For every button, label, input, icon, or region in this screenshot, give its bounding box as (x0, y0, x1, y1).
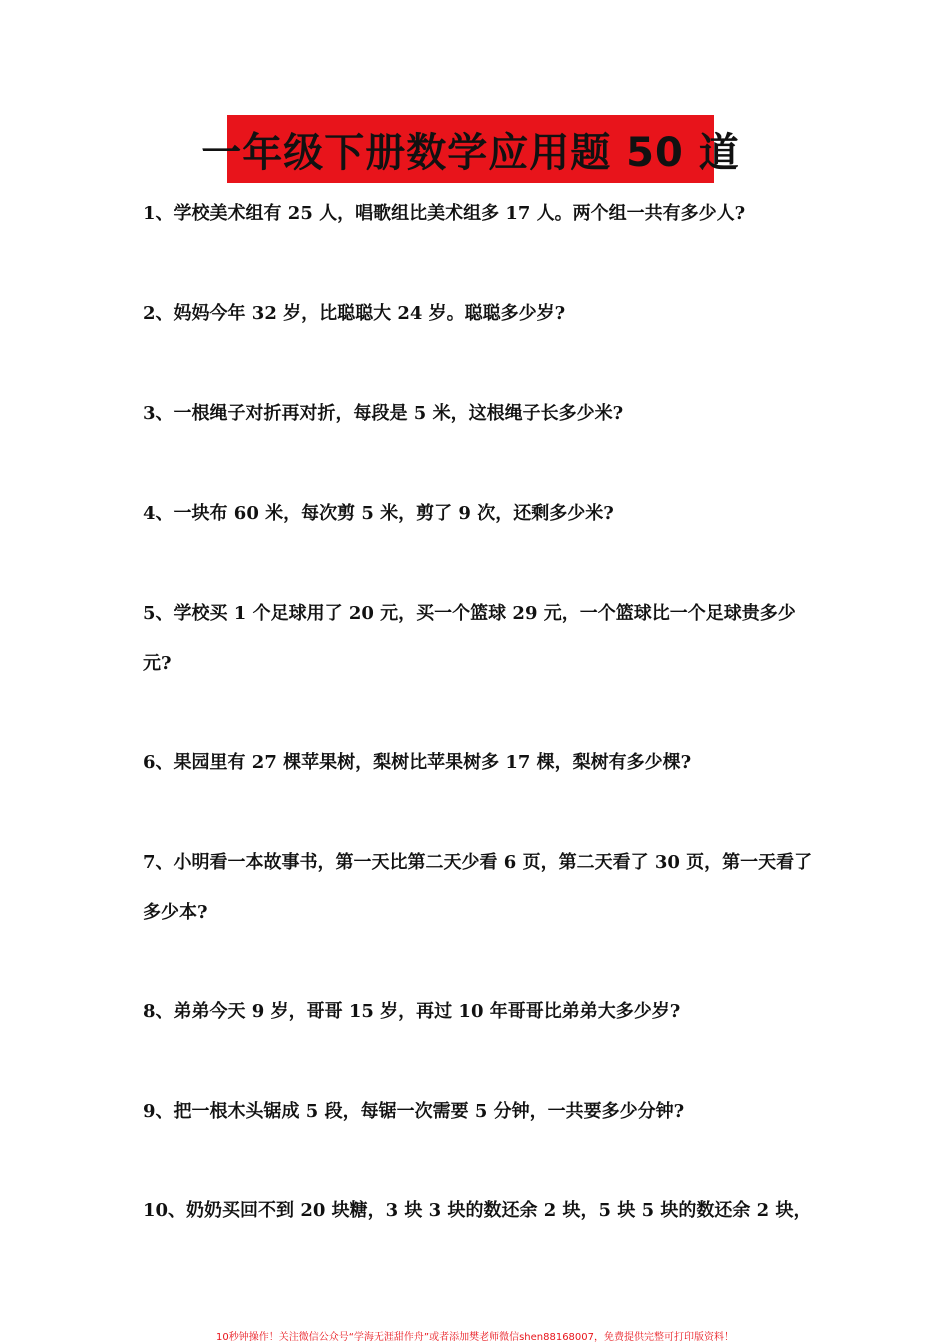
footer-notice: 10秒钟操作！关注微信公众号“学海无涯甜作舟”或者添加樊老师微信shen88168007，免费提供完整可打印版资料！ (215, 1332, 735, 1343)
question-6: 6、果园里有 27 棵苹果树，梨树比苹果树多 17 棵，梨树有多少棵? (143, 752, 692, 773)
question-9: 9、把一根木头锯成 5 段，每锯一次需要 5 分钟，一共要多少分钟? (143, 1101, 685, 1122)
page-title: 一年级下册数学应用题 50 道 (201, 129, 740, 176)
question-1: 1、学校美术组有 25 人，唱歌组比美术组多 17 人。两个组一共有多少人? (143, 203, 746, 224)
question-10: 10、奶奶买回不到 20 块糖，3 块 3 块的数还余 2 块，5 块 5 块的数还余 2 块， (143, 1200, 812, 1221)
question-8: 8、弟弟今天 9 岁，哥哥 15 岁，再过 10 年哥哥比弟弟大多少岁? (143, 1001, 681, 1022)
question-5: 5、学校买 1 个足球用了 20 元，买一个篮球 29 元，一个篮球比一个足球贵多少元? (143, 603, 796, 674)
question-7: 7、小明看一本故事书，第一天比第二天少看 6 页，第二天看了 30 页，第一天看了多少本? (143, 852, 813, 923)
question-3: 3、一根绳子对折再对折，每段是 5 米，这根绳子长多少米? (143, 403, 624, 424)
question-4: 4、一块布 60 米，每次剪 5 米，剪了 9 次，还剩多少米? (143, 503, 614, 524)
title-banner (201, 115, 740, 183)
question-2: 2、妈妈今年 32 岁，比聪聪大 24 岁。聪聪多少岁? (143, 303, 566, 324)
